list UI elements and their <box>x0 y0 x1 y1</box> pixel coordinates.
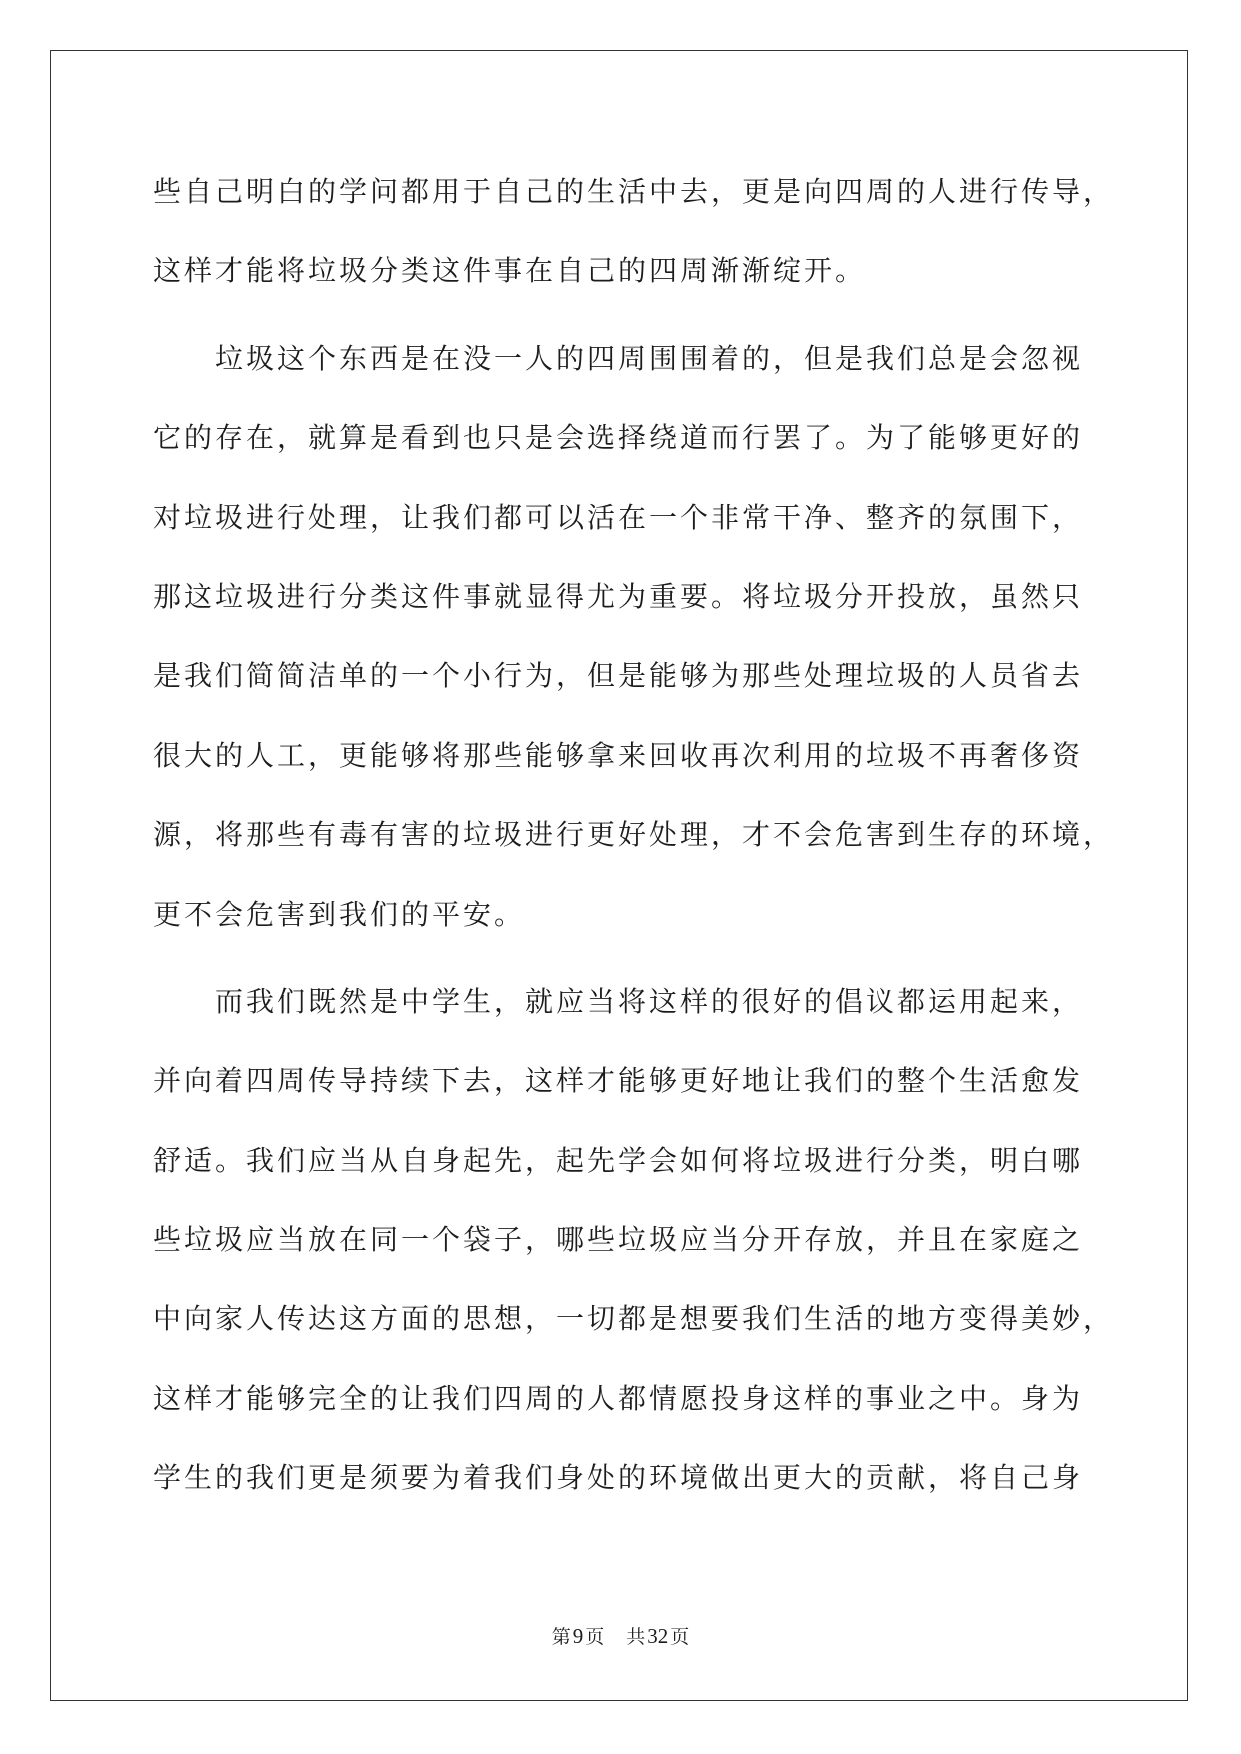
text-line: 中向家人传达这方面的思想，一切都是想要我们生活的地方变得美妙， <box>153 1302 1115 1336</box>
text-line: 源，将那些有毒有害的垃圾进行更好处理，才不会危害到生存的环境， <box>153 818 1115 852</box>
total-prefix: 共 <box>626 1626 646 1648</box>
text-line: 垃圾这个东西是在没一人的四周围围着的，但是我们总是会忽视 <box>215 341 1084 375</box>
paragraph <box>153 152 1153 311</box>
page-number: 9 <box>572 1624 584 1648</box>
paragraph <box>153 319 1153 954</box>
text-line: 而我们既然是中学生，就应当将这样的很好的倡议都运用起来， <box>215 984 1084 1018</box>
text-line: 学生的我们更是须要为着我们身处的环境做出更大的贡献，将自己身 <box>153 1461 1084 1495</box>
total-suffix: 页 <box>670 1626 690 1648</box>
page-footer <box>0 1622 1241 1651</box>
document-body <box>153 152 1153 1518</box>
text-line: 很大的人工，更能够将那些能够拿来回收再次利用的垃圾不再奢侈资 <box>153 738 1084 772</box>
text-line: 对垃圾进行处理，让我们都可以活在一个非常干净、整齐的氛围下， <box>153 500 1084 534</box>
text-line: 它的存在，就算是看到也只是会选择绕道而行罢了。为了能够更好的 <box>153 421 1084 455</box>
text-line: 那这垃圾进行分类这件事就显得尤为重要。将垃圾分开投放，虽然只 <box>153 579 1084 613</box>
text-line: 并向着四周传导持续下去，这样才能够更好地让我们的整个生活愈发 <box>153 1064 1084 1098</box>
page-suffix: 页 <box>585 1626 605 1648</box>
text-line: 些自己明白的学问都用于自己的生活中去，更是向四周的人进行传导， <box>153 175 1115 208</box>
total-pages: 32 <box>647 1624 669 1648</box>
paragraph <box>153 962 1153 1518</box>
text-line: 更不会危害到我们的平安。 <box>153 897 526 931</box>
page-prefix: 第 <box>551 1626 571 1648</box>
text-line: 舒适。我们应当从自身起先，起先学会如何将垃圾进行分类，明白哪 <box>153 1143 1084 1177</box>
text-line: 些垃圾应当放在同一个袋子，哪些垃圾应当分开存放，并且在家庭之 <box>153 1223 1084 1257</box>
text-line: 这样才能够完全的让我们四周的人都情愿投身这样的事业之中。身为 <box>153 1381 1084 1415</box>
text-line: 这样才能将垃圾分类这件事在自己的四周渐渐绽开。 <box>153 254 867 288</box>
text-line: 是我们简简洁单的一个小行为，但是能够为那些处理垃圾的人员省去 <box>153 659 1084 693</box>
